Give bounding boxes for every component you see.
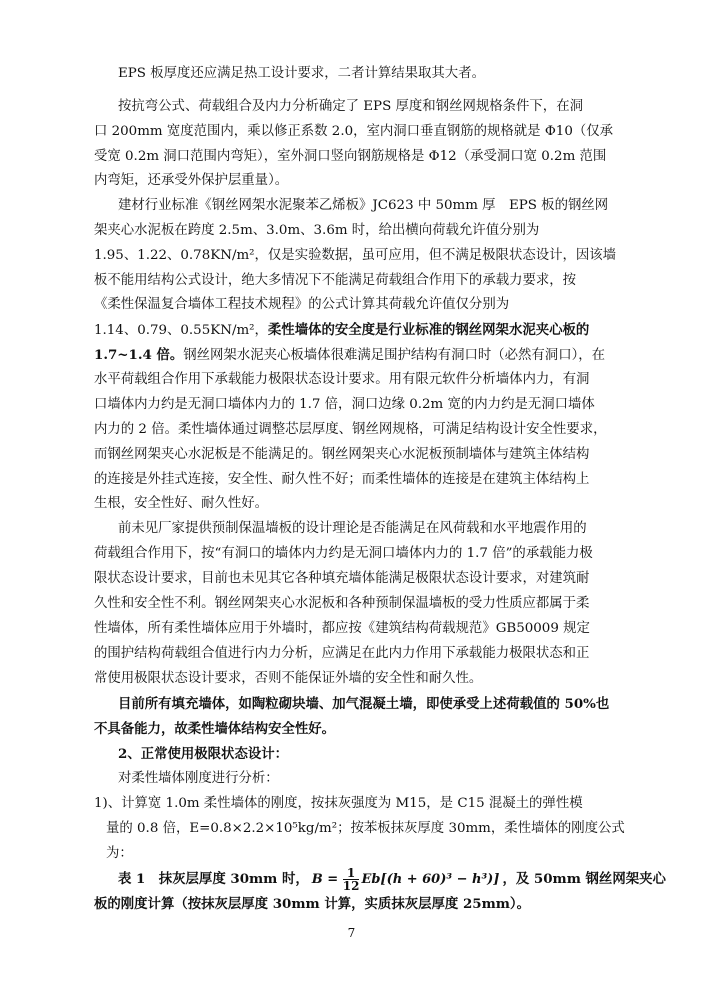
text-line: 按抗弯公式、荷载组合及内力分析确定了 EPS 厚度和钢丝网规格条件下，在洞 [118,99,583,114]
page-number: 7 [347,926,356,940]
bold-text-line: 不具备能力，故柔性墙体结构安全性好。 [94,721,336,737]
text-line: 1.95、1.22、0.78KN/m²，仅是实验数据，虽可应用，但不满足极限状态设计，因该墙 [94,248,617,263]
text-line: 生根，安全性好、耐久性好。 [94,496,269,511]
text-line: 《柔性保温复合墙体工程技术规程》的公式计算其荷载允许值仅分别为 [94,297,510,312]
table-caption-line [118,865,666,894]
formula-lhs: B = [311,871,339,887]
text-line: 的连接是外挂式连接，安全性、耐久性不好；而柔性墙体的连接是在建筑主体结构上 [94,472,590,487]
text-line [94,346,624,365]
fraction-denominator: 12 [342,878,360,893]
table-caption: 表 1 抹灰层厚度 30mm 时， [118,871,309,887]
bold-text-line: 目前所有填充墙体，如陶粒砌块墙、加气混凝土墙，即使承受上述荷载值的 50%也 [118,696,610,712]
text-line: 对柔性墙体刚度进行分析： [118,771,279,786]
bold-text: 柔性墙体的安全度是行业标准的钢丝网架水泥夹心板的 [267,322,590,338]
fraction-numerator: 1 [343,867,360,880]
text-line [94,321,624,340]
text-line: 水平荷载组合作用下承载能力极限状态设计要求。用有限元软件分析墙体内力，有洞 [94,372,590,387]
text-line: 板的刚度计算（按抹灰层厚度 30mm 计算，实质抹灰层厚度 25mm）。 [94,896,530,912]
text-line: 荷载组合作用下，按“有洞口的墙体内力约是无洞口墙体内力的 1.7 倍”的承载能力极 [94,546,593,561]
text-line: 建材行业标准《钢丝网架水泥聚苯乙烯板》JC623 中 50mm 厚 EPS 板的钢丝网 [118,198,609,213]
text-line: 久性和安全性不利。钢丝网架夹心水泥板和各种预制保温墙板的受力性质应都属于柔 [94,596,590,611]
text-line: 性墙体，所有柔性墙体应用于外墙时，都应按《建筑结构荷载规范》GB50009 规定 [94,621,590,636]
text-line: 口墙体内力约是无洞口墙体内力的 1.7 倍，洞口边缘 0.2m 宽的内力约是无洞口墙体 [94,397,595,412]
text-line: 的围护结构荷载组合值进行内力分析，应满足在此内力作用下承载能力极限状态和正 [94,646,590,661]
formula-fraction [343,867,360,892]
text-line: 量的 0.8 倍，E=0.8×2.2×10⁵kg/m²；按苯板抹灰厚度 30mm，柔性墙体的刚度公式 [106,821,625,836]
section-heading: 2、正常使用极限状态设计： [118,746,289,762]
text-line: 常使用极限状态设计要求，否则不能保证外墙的安全性和耐久性。 [94,671,483,686]
text-span: 钢丝网架水泥夹心板墙体很难满足围护结构有洞口时（必然有洞口），在 [183,348,606,363]
stiffness-formula [312,867,500,893]
formula-rhs: Eb[(h + 60)³ − h³)] [361,871,500,887]
table-caption-tail: ，及 50mm 钢丝网架夹心 [502,871,666,887]
text-span: 1.14、0.79、0.55KN/m²， [94,323,268,338]
bold-text: 1.7~1.4 倍。 [94,347,184,363]
text-line: 内弯矩，还承受外保护层重量）。 [94,173,289,188]
text-line: 前未见厂家提供预制保温墙板的设计理论是否能满足在风荷载和水平地震作用的 [118,521,587,536]
text-line: 板不能用结构公式设计，绝大多情况下不能满足荷载组合作用下的承载力要求，按 [94,273,577,288]
text-line: 为： [106,846,133,861]
text-line: 内力的 2 倍。柔性墙体通过调整芯层厚度、钢丝网规格，可满足结构设计安全性要求， [94,422,607,437]
text-line: 口 200mm 宽度范围内，乘以修正系数 2.0，室内洞口垂直钢筋的规格就是 Φ10（仅承 [94,124,614,139]
text-line: 而钢丝网架夹心水泥板是不能满足的。钢丝网架夹心水泥板预制墙体与建筑主体结构 [94,447,590,462]
text-line: EPS 板厚度还应满足热工设计要求，二者计算结果取其大者。 [118,66,485,81]
text-line: 架夹心水泥板在跨度 2.5m、3.0m、3.6m 时，给出横向荷载允许值分别为 [94,223,540,238]
text-line: 受宽 0.2m 洞口范围内弯矩），室外洞口竖向钢筋规格是 Φ12（承受洞口宽 0.2m 范围 [94,149,607,164]
text-line: 1)、计算宽 1.0m 柔性墙体的刚度，按抹灰强度为 M15，是 C15 混凝土的弹性模 [94,796,583,811]
text-line: 限状态设计要求，目前也未见其它各种填充墙体能满足极限状态设计要求，对建筑耐 [94,571,590,586]
